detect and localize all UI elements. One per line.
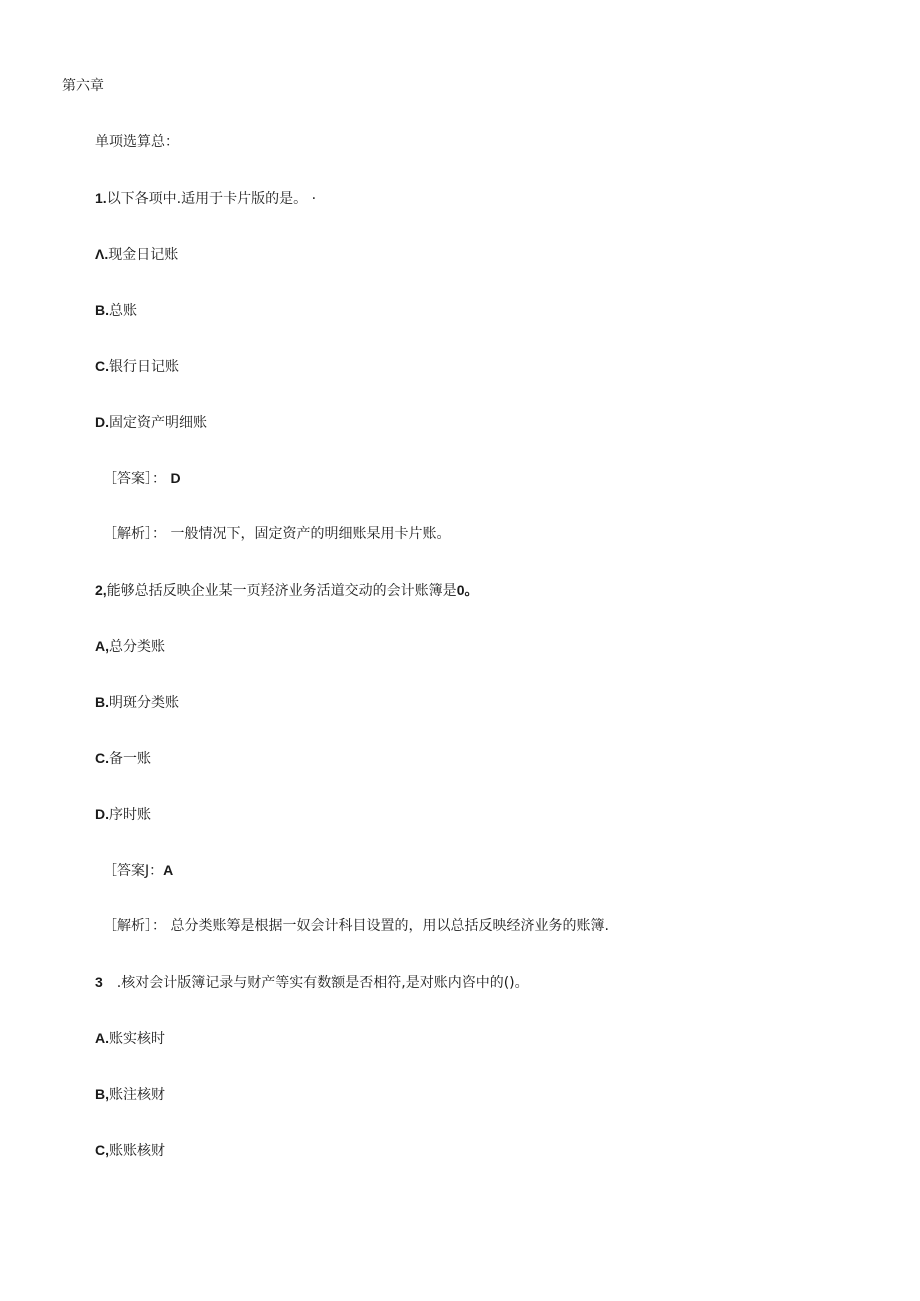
- option-text: 序时账: [109, 807, 151, 823]
- question-1-analysis: [103, 524, 450, 544]
- question-1-answer: [103, 468, 181, 488]
- question-number: 3: [95, 974, 103, 990]
- answer-label: ［答案J：: [103, 863, 164, 879]
- question-3-option-a: [95, 1028, 165, 1048]
- question-3-stem: [95, 972, 529, 992]
- question-3-option-c: [95, 1140, 165, 1160]
- question-1-option-d: [95, 412, 207, 432]
- question-2-analysis: [103, 916, 609, 936]
- option-text: 现金日记账: [108, 247, 179, 263]
- option-text: 账账核财: [109, 1143, 165, 1159]
- option-letter: B,: [95, 1086, 109, 1102]
- question-2-option-c: [95, 748, 151, 768]
- option-text: 明斑分类账: [109, 695, 179, 711]
- option-text: 账实核时: [109, 1031, 165, 1047]
- question-blank: 0。: [456, 582, 479, 598]
- chapter-title: 第六章: [62, 78, 104, 94]
- analysis-label: ［解析］：: [103, 918, 166, 934]
- answer-label: ［答案］：: [103, 471, 166, 487]
- question-text: 以下各项中.适用于卡片版的是。 ·: [106, 191, 317, 207]
- option-text: 账注核财: [109, 1087, 165, 1103]
- option-letter: Λ.: [95, 246, 109, 262]
- option-text: 银行日记账: [109, 359, 179, 375]
- answer-value: A: [163, 862, 174, 878]
- question-1-stem: [95, 188, 316, 208]
- option-letter: A.: [95, 1030, 109, 1046]
- question-3-option-b: [95, 1084, 165, 1104]
- question-number: 1.: [95, 190, 107, 206]
- option-letter: B.: [95, 694, 109, 710]
- question-2-option-d: [95, 804, 151, 824]
- question-2-option-b: [95, 692, 179, 712]
- section-title: 单项选算总：: [95, 134, 179, 150]
- option-letter: C,: [95, 1142, 109, 1158]
- option-letter: B.: [95, 302, 109, 318]
- analysis-text: 总分类账筹是根据一奴会计科目设置的，用以总括反映经济业务的账簿.: [170, 918, 609, 934]
- question-2-answer: [103, 860, 173, 880]
- option-text: 固定资产明细账: [109, 415, 207, 431]
- question-2-stem: [95, 580, 478, 600]
- question-2-option-a: [95, 636, 165, 656]
- option-text: 备一账: [109, 751, 151, 767]
- answer-value: D: [170, 470, 181, 486]
- option-letter: C.: [95, 358, 109, 374]
- question-1-option-b: [95, 300, 137, 320]
- option-text: 总账: [109, 303, 137, 319]
- question-1-option-a: [95, 244, 178, 264]
- analysis-text: 一般情况下，固定资产的明细账杲用卡片账。: [170, 526, 451, 542]
- question-text: .核对会计版簿记录与财产等实有数额是否相符,是对账内咨中的()。: [116, 975, 529, 991]
- question-1-option-c: [95, 356, 179, 376]
- analysis-label: ［解析］：: [103, 526, 166, 542]
- option-text: 总分类账: [109, 639, 165, 655]
- option-letter: D.: [95, 414, 109, 430]
- question-text: 能够总括反映企业某一页羟济业务活道交动的会计账簿是: [106, 583, 457, 599]
- question-number: 2,: [95, 582, 107, 598]
- option-letter: C.: [95, 750, 109, 766]
- option-letter: D.: [95, 806, 109, 822]
- option-letter: A,: [95, 638, 109, 654]
